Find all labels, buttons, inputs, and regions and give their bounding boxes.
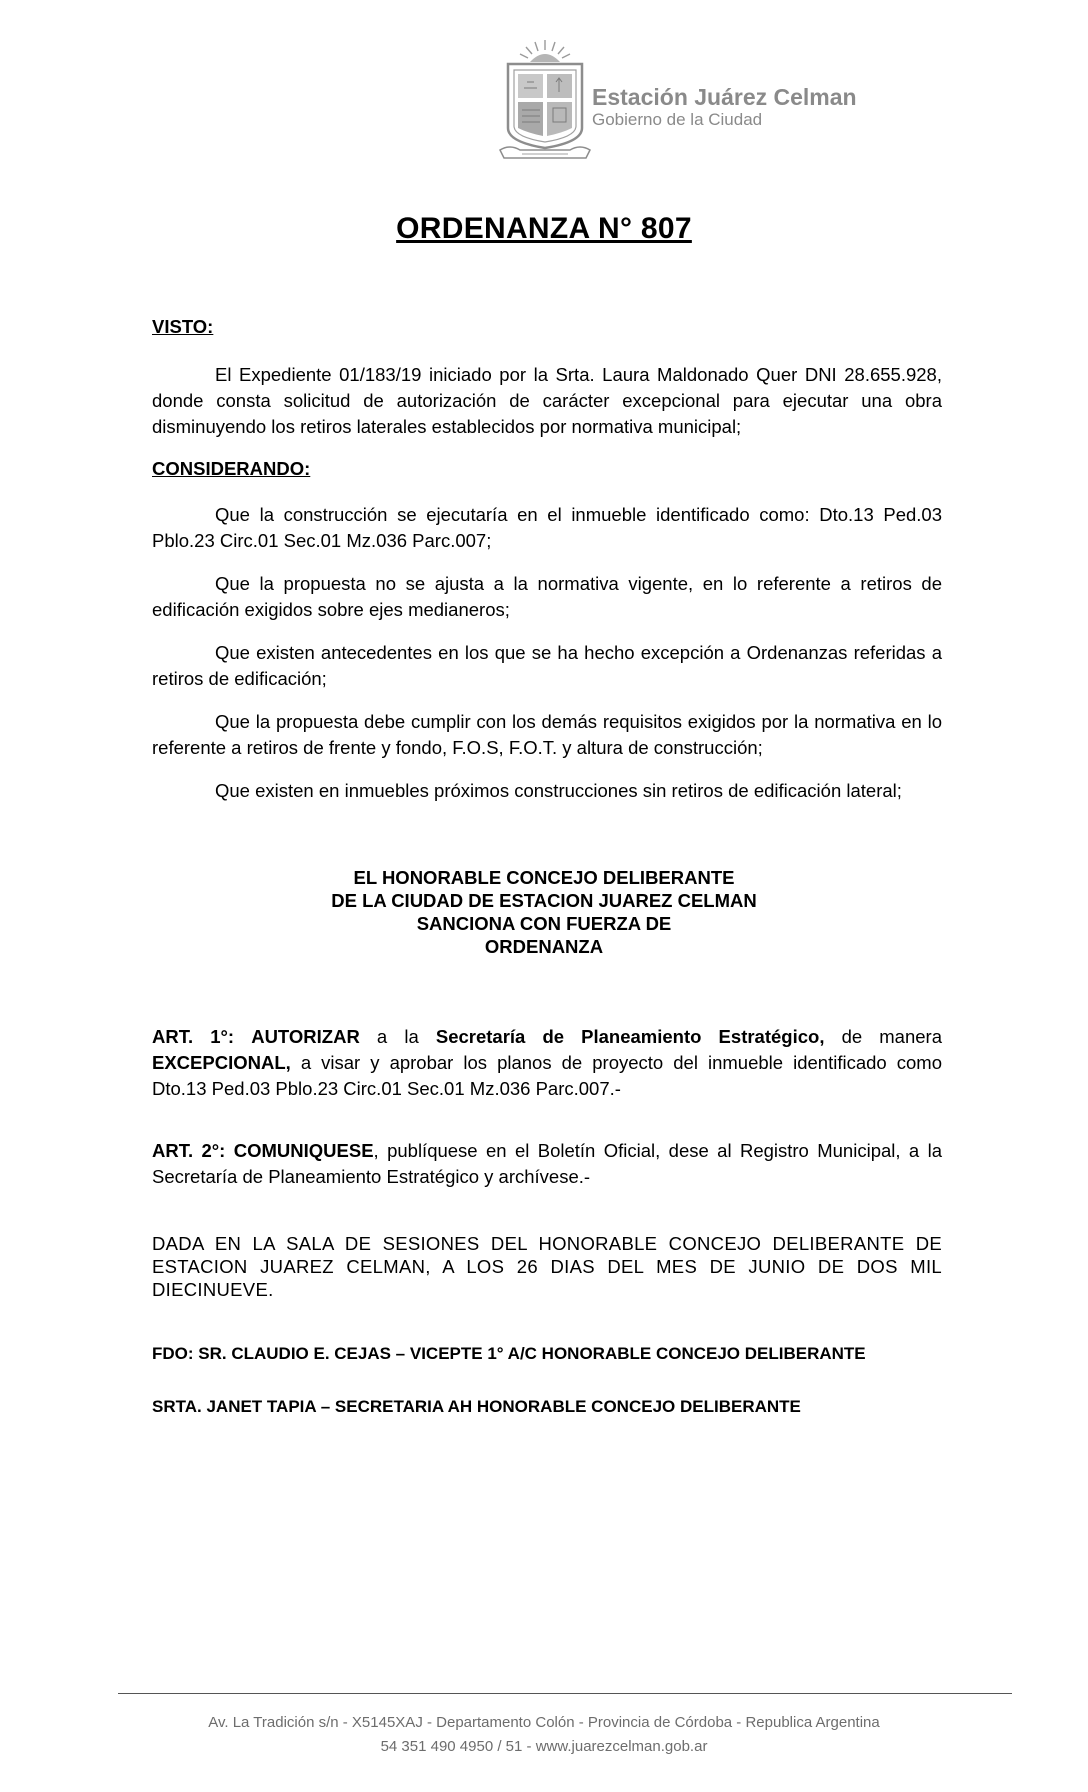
article-1-text: a la <box>359 1026 436 1047</box>
article-1-exceptional: EXCEPCIONAL, <box>152 1052 291 1073</box>
article-1-verb: AUTORIZAR <box>251 1026 360 1047</box>
signature-line-2: SRTA. JANET TAPIA – SECRETARIA AH HONORABLE CONCEJO DELIBERANTE <box>152 1397 801 1416</box>
considerando-paragraph-5: Que existen en inmuebles próximos construcciones sin retiros de edificación lateral; <box>215 780 902 801</box>
organization-subtitle: Gobierno de la Ciudad <box>592 110 763 129</box>
footer-contact: 54 351 490 4950 / 51 - www.juarezcelman.gob.ar <box>380 1738 708 1755</box>
council-line: DE LA CIUDAD DE ESTACION JUAREZ CELMAN <box>331 890 757 911</box>
ordinance-title: ORDENANZA N° 807 <box>396 212 692 245</box>
visto-heading: VISTO: <box>152 316 214 337</box>
considerando-paragraph-1: Que la construcción se ejecutaría en el inmueble identificado como: Dto.13 Ped.03 Pblo.23 Circ.01 Sec.01 Mz.036 Parc.007; <box>152 504 942 551</box>
council-sanction-block <box>0 866 1088 958</box>
footer-address: Av. La Tradición s/n - X5145XAJ - Departamento Colón - Provincia de Córdoba - Republica Argentina <box>208 1714 880 1731</box>
article-1-label: ART. 1°: <box>152 1026 235 1047</box>
considerando-heading: CONSIDERANDO: <box>152 458 311 479</box>
considerando-paragraph-3: Que existen antecedentes en los que se ha hecho excepción a Ordenanzas referidas a retiros de edificación; <box>152 642 942 689</box>
council-line: EL HONORABLE CONCEJO DELIBERANTE <box>353 867 735 888</box>
article-2-label: ART. 2°: <box>152 1140 226 1161</box>
considerando-paragraph-4: Que la propuesta debe cumplir con los demás requisitos exigidos por la normativa en lo referente a retiros de frente y fondo, F.O.S, F.O.T. y altura de construcción; <box>152 711 942 758</box>
considerando-paragraph-2: Que la propuesta no se ajusta a la normativa vigente, en lo referente a retiros de edificación exigidos sobre ejes medianeros; <box>152 573 942 620</box>
article-1-text: de manera <box>824 1026 943 1047</box>
article-2 <box>152 1138 942 1190</box>
article-1-secretariat: Secretaría de Planeamiento Estratégico, <box>435 1026 825 1047</box>
council-line: SANCIONA CON FUERZA DE <box>416 913 672 934</box>
sanction-date-statement: DADA EN LA SALA DE SESIONES DEL HONORABLE CONCEJO DELIBERANTE DE ESTACION JUAREZ CELMAN, A LOS 26 DIAS DEL MES DE JUNIO DE DOS MIL DIECINUEVE. <box>152 1233 942 1300</box>
footer-divider <box>118 1693 1012 1694</box>
article-1 <box>152 1024 942 1102</box>
letterhead <box>480 36 900 166</box>
coat-of-arms-logo <box>490 36 600 164</box>
article-2-verb: COMUNIQUESE <box>233 1140 374 1161</box>
visto-paragraph: El Expediente 01/183/19 iniciado por la Srta. Laura Maldonado Quer DNI 28.655.928, donde consta solicitud de autorización de carácter excepcional para ejecutar una obra disminuyendo los retiros laterales establecidos por normativa municipal; <box>152 364 942 437</box>
article-2-text: , publíquese en el Boletín Oficial, dese al Registro Municipal, a la Secretaría de Planeamiento Estratégico y archívese.- <box>152 1140 942 1187</box>
signature-line-1: FDO: SR. CLAUDIO E. CEJAS – VICEPTE 1° A/C HONORABLE CONCEJO DELIBERANTE <box>152 1344 866 1363</box>
organization-name: Estación Juárez Celman <box>592 84 857 110</box>
council-line: ORDENANZA <box>484 936 604 957</box>
article-1-text: a visar y aprobar los planos de proyecto del inmueble identificado como Dto.13 Ped.03 Pblo.23 Circ.01 Sec.01 Mz.036 Parc.007.- <box>152 1052 942 1099</box>
